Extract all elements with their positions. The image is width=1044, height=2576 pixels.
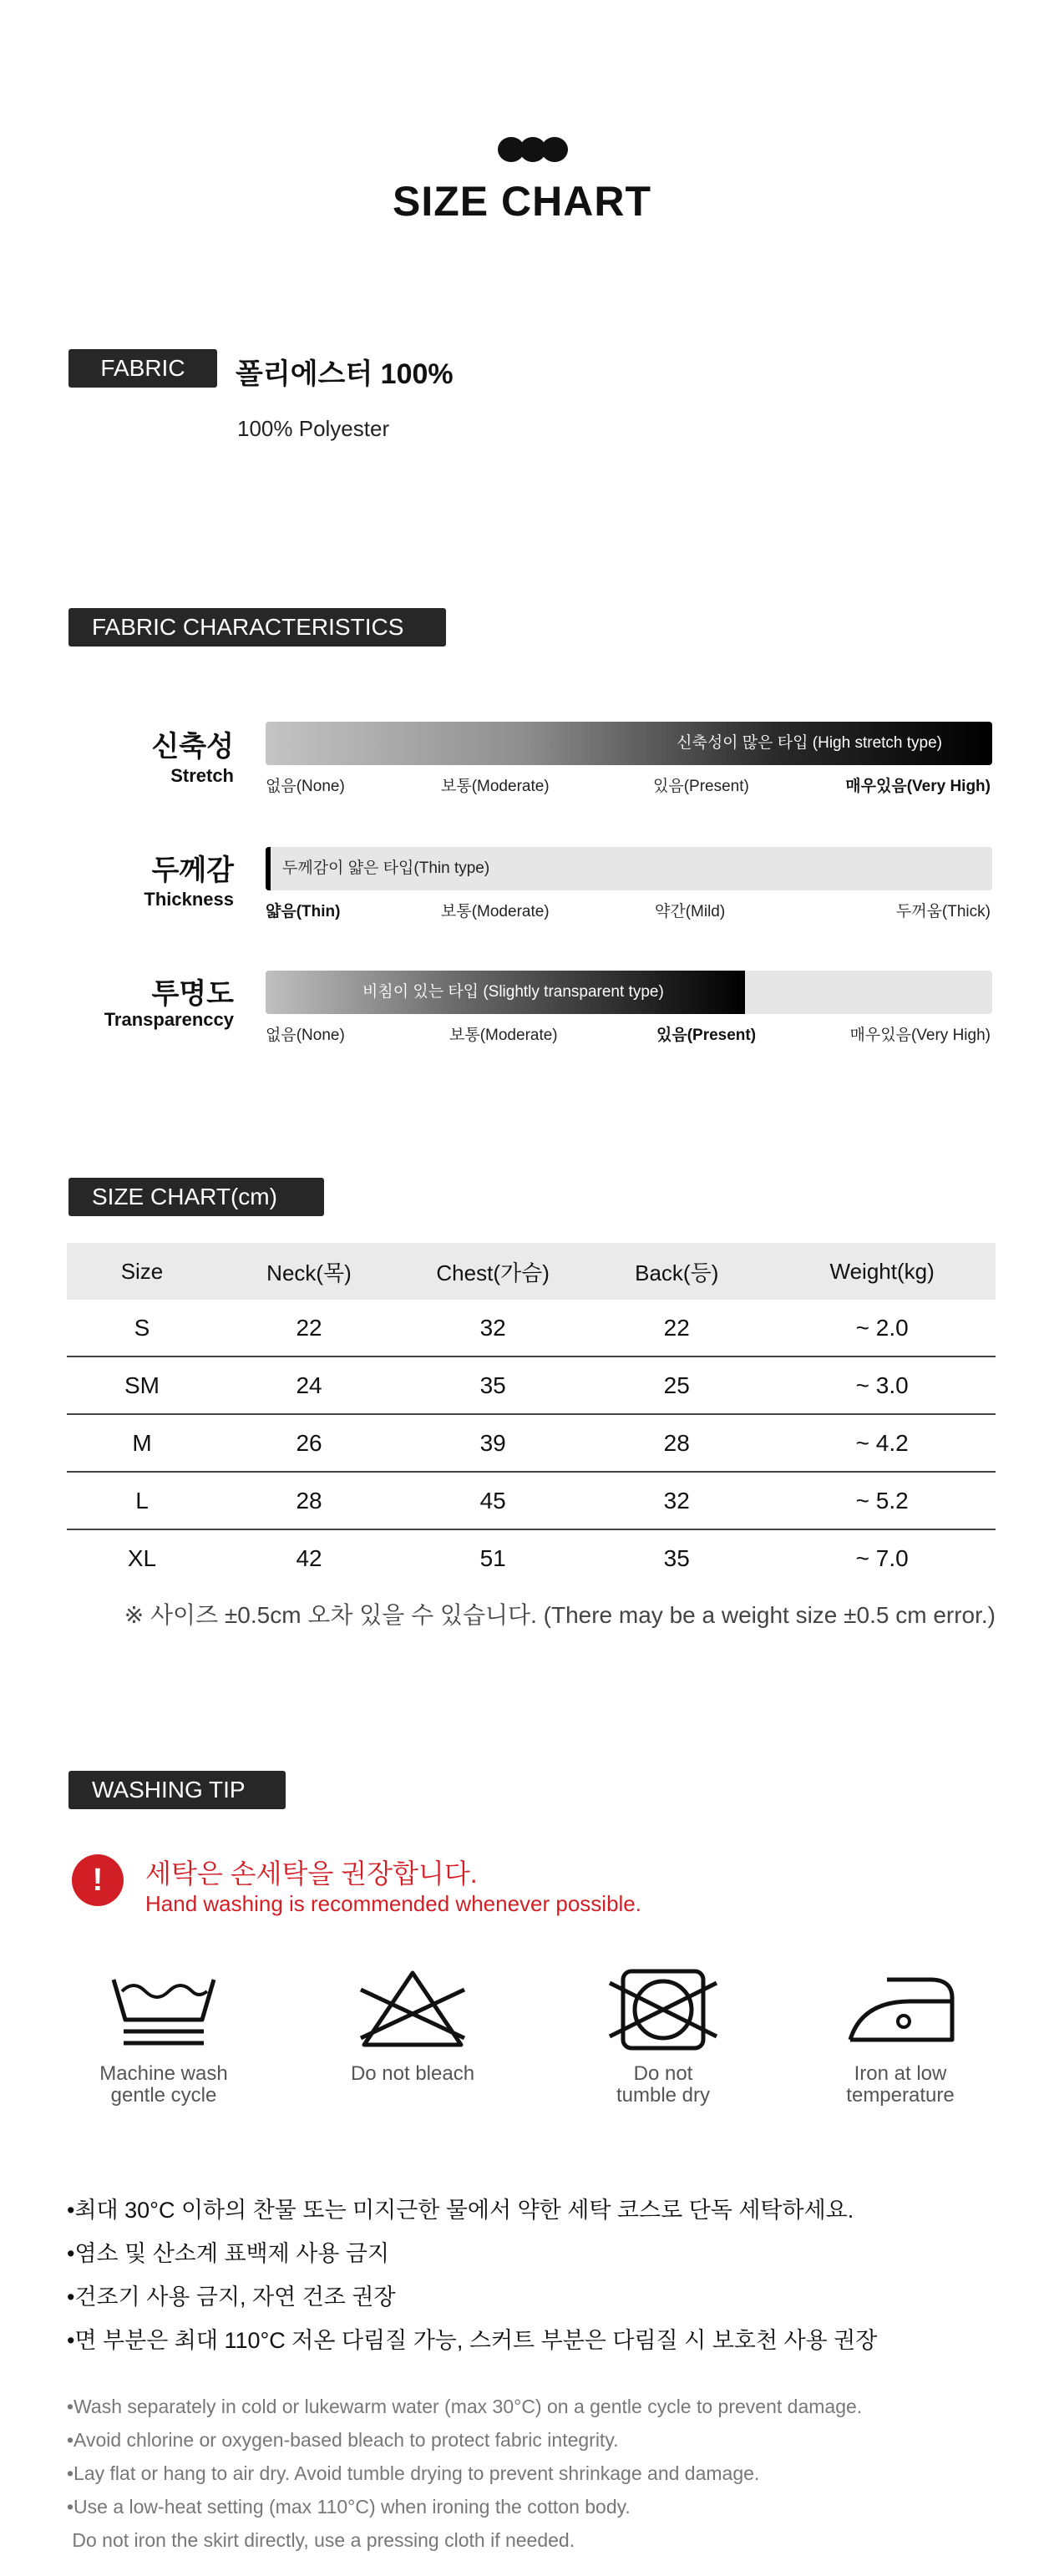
table-cell: 22 [217, 1300, 401, 1356]
wash-label [63, 2063, 264, 2107]
wash-label-line: Iron at low [854, 2062, 947, 2085]
table-cell: 39 [401, 1414, 585, 1472]
table-cell: 35 [663, 1544, 690, 1571]
size-table [67, 1243, 996, 1586]
table-cell: ~ 4.2 [768, 1414, 996, 1472]
no-bleach-icon [354, 1968, 471, 2051]
table-cell: 35 [401, 1356, 585, 1414]
table-cell: XL [127, 1544, 157, 1571]
table-cell: 26 [217, 1414, 401, 1472]
fabric-value-ko: 폴리에스터 100% [236, 358, 454, 390]
scale-label: 보통(Moderate) [441, 903, 550, 920]
table-cell: 22 [585, 1300, 768, 1356]
table-row [67, 1300, 996, 1356]
scale-label-selected: 있음(Present) [656, 1027, 757, 1044]
scale-label: 두꺼움(Thick) [895, 903, 991, 920]
wash-label-line: temperature [846, 2084, 955, 2107]
table-cell: 51 [479, 1544, 506, 1571]
table-row [67, 1529, 996, 1586]
alert-text-ko: 세탁은 손세탁을 권장합니다. [145, 1858, 478, 1889]
tip-en: •Lay flat or hang to air dry. Avoid tumble drying to prevent shrinkage and damage. [67, 2462, 760, 2484]
wash-label-line: Do not bleach [350, 2062, 475, 2085]
table-row [67, 1472, 996, 1529]
iron-label [800, 2063, 1001, 2107]
stretch-bar [266, 722, 992, 765]
scale-label: 없음(None) [266, 1027, 345, 1044]
tip-en: •Use a low-heat setting (max 110°C) when ironing the cotton body. [67, 2496, 631, 2518]
tumble-dry-label [563, 2063, 763, 2107]
scale-label: 있음(Present) [653, 778, 749, 795]
tip-en: •Wash separately in cold or lukewarm water (max 30°C) on a gentle cycle to prevent damage. [67, 2396, 863, 2417]
table-cell: ~ 7.0 [855, 1544, 909, 1571]
table-row [67, 1356, 996, 1414]
table-cell: 42 [296, 1544, 322, 1571]
scale-label: 보통(Moderate) [441, 778, 550, 795]
table-cell: 32 [401, 1300, 585, 1356]
table-cell: 28 [585, 1414, 768, 1472]
alert-icon: ! [72, 1854, 124, 1906]
tip-ko: •건조기 사용 금지, 자연 건조 권장 [67, 2284, 396, 2310]
tip-ko: •최대 30°C 이하의 찬물 또는 미지근한 물에서 약한 세탁 코스로 단독 세탁하세요. [67, 2198, 854, 2223]
tip-ko: •면 부분은 최대 110°C 저온 다림질 가능, 스커트 부분은 다림질 시 보호천 사용 권장 [67, 2328, 878, 2353]
table-cell: L [67, 1472, 217, 1529]
table-cell: S [67, 1300, 217, 1356]
wash-label-line: Machine wash [99, 2062, 228, 2085]
stretch-bar-text: 신축성이 많은 타입 (High stretch type) [677, 734, 942, 752]
thickness-name-ko: 두께감 [151, 854, 234, 886]
fabric-value-en: 100% Polyester [237, 416, 390, 441]
column-header: Chest(가슴) [401, 1243, 585, 1300]
table-cell: M [67, 1414, 217, 1472]
alert-text-en: Hand washing is recommended whenever possible. [145, 1891, 641, 1916]
iron-low-icon [844, 1968, 960, 2051]
table-header-row [67, 1243, 996, 1300]
stretch-name-ko: 신축성 [151, 731, 234, 763]
thickness-bar [266, 847, 992, 890]
transparency-scale [266, 1022, 991, 1044]
thickness-bar-fill [266, 847, 271, 890]
thickness-bar-text: 두께감이 얇은 타입(Thin type) [282, 860, 490, 877]
bleach-label [312, 2063, 513, 2085]
column-header: Neck(목) [217, 1243, 401, 1300]
tip-ko: •염소 및 산소계 표백제 사용 금지 [67, 2241, 390, 2266]
column-header: Back(등) [585, 1243, 768, 1300]
thickness-scale [266, 899, 991, 920]
size-chart-label: SIZE CHART(cm) [68, 1178, 324, 1216]
wash-label-line: tumble dry [616, 2084, 711, 2107]
scale-label-selected: 얇음(Thin) [266, 903, 341, 920]
transparency-bar-text: 비침이 있는 타입 (Slightly transparent type) [362, 983, 664, 1001]
table-cell: SM [67, 1356, 217, 1414]
table-cell: ~ 5.2 [768, 1472, 996, 1529]
scale-label: 매우있음(Very High) [849, 1027, 991, 1044]
table-cell: 32 [585, 1472, 768, 1529]
no-tumble-dry-icon [605, 1968, 722, 2051]
table-cell: 25 [585, 1356, 768, 1414]
table-cell: 28 [217, 1472, 401, 1529]
washing-tip-label: WASHING TIP [68, 1771, 286, 1809]
column-header: Weight(kg) [768, 1243, 996, 1300]
wash-label-line: gentle cycle [110, 2084, 217, 2107]
table-cell: 45 [401, 1472, 585, 1529]
table-cell: 24 [217, 1356, 401, 1414]
tip-en: •Avoid chlorine or oxygen-based bleach to protect fabric integrity. [67, 2429, 619, 2451]
scale-label: 약간(Mild) [655, 903, 726, 920]
logo-dots-icon [498, 137, 568, 162]
transparency-name-en: Transparenccy [104, 1009, 234, 1030]
page-title: SIZE CHART [393, 178, 651, 225]
wash-label-line: Do not [633, 2062, 693, 2085]
scale-label-selected: 매우있음(Very High) [845, 778, 991, 795]
transparency-bar [266, 971, 992, 1014]
scale-label: 없음(None) [266, 778, 345, 795]
wash-tub-icon [105, 1968, 222, 2051]
tip-en: Do not iron the skirt directly, use a pressing cloth if needed. [67, 2529, 575, 2551]
table-cell: ~ 2.0 [768, 1300, 996, 1356]
thickness-name-en: Thickness [144, 889, 234, 910]
stretch-name-en: Stretch [170, 765, 234, 786]
column-header: Size [67, 1243, 217, 1300]
stretch-scale [266, 773, 991, 795]
size-note: ※ 사이즈 ±0.5cm 오차 있을 수 있습니다. (There may be a weight size ±0.5 cm error.) [124, 1602, 996, 1628]
scale-label: 보통(Moderate) [449, 1027, 558, 1044]
fabric-label: FABRIC [68, 349, 217, 388]
table-cell: ~ 3.0 [768, 1356, 996, 1414]
characteristics-label: FABRIC CHARACTERISTICS [68, 608, 446, 647]
table-row [67, 1414, 996, 1472]
transparency-name-ko: 투명도 [151, 978, 234, 1010]
